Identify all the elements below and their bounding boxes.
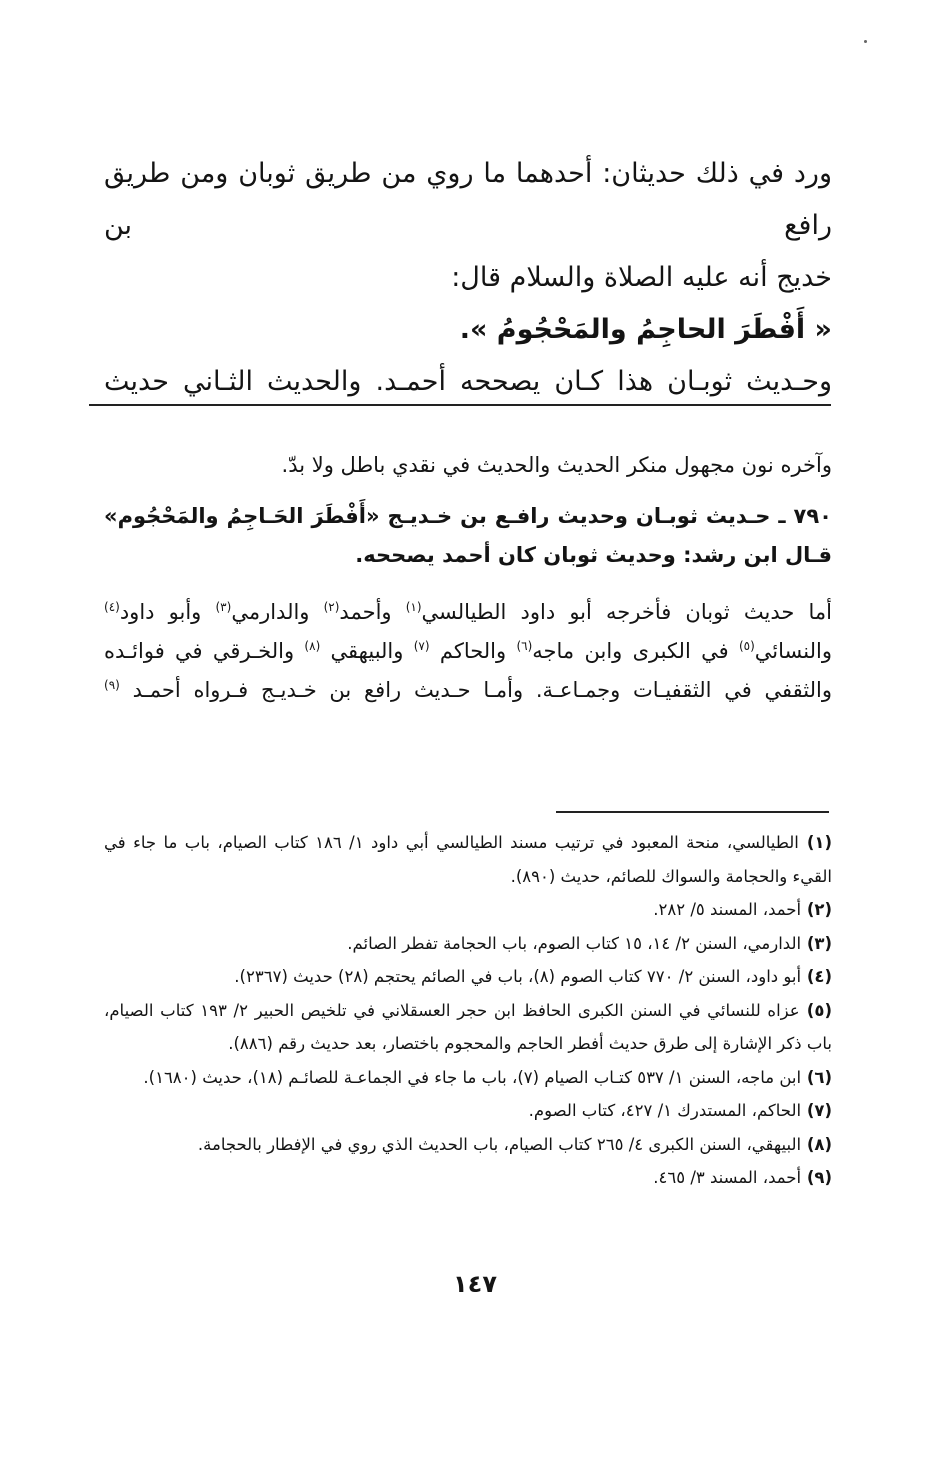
footnote-text: ابن ماجه، السنن ١/ ٥٣٧ كتـاب الصيام (٧)، باب ما جاء في الجماعـة للصائـم (١٨)، حديث (١٦٨٠). — [143, 1067, 802, 1087]
footnote — [104, 927, 832, 961]
paragraph-text: والدارمي — [231, 600, 324, 624]
footnote-number: (٥) — [799, 1000, 832, 1020]
paragraph-text: أما حديث ثوبان فأخرجه أبو داود الطيالسي — [421, 600, 833, 624]
footnote-text: عزاه للنسائي في السنن الكبرى الحافظ ابن حجر العسقلاني في تلخيص الحبير ٢/ ١٩٣ كتاب الصيام، باب ذكر الإشارة إلى طرق حديث أفطر الحاجم والمحجوم باختصار، بعد حديث رقم (٨٨٦). — [104, 1000, 832, 1053]
footnote — [104, 1161, 832, 1195]
footnote — [104, 1094, 832, 1128]
commentary-line-1: وآخره نون مجهول منكر الحديث والحديث في نقدي باطل ولا بدّ. — [281, 453, 832, 477]
paragraph-text: في الكبرى وابن ماجه — [532, 639, 739, 663]
footnote-ref: (٦) — [516, 639, 533, 653]
footnote — [104, 1128, 832, 1162]
hadith-heading: ٧٩٠ ـ حـديث ثوبـان وحديث رافـع بن خـديـج «أَفْطَرَ الحَـاجِمُ والمَحْجُوم» قـال ابن رشد: وحديث ثوبان كان أحمد يصححه. — [104, 504, 832, 567]
footnote-text: الطيالسي، منحة المعبود في ترتيب مسند الطيالسي أبي داود ١/ ١٨٦ كتاب الصيام، باب ما جاء في القيء والحجامة والسواك للصائم، حديث (٨٩٠). — [104, 833, 832, 886]
footnote-text: أبو داود، السنن ٢/ ٧٧٠ كتاب الصوم (٨)، باب في الصائم يحتجم (٢٨) حديث (٢٣٦٧). — [234, 967, 802, 986]
paragraph-text: والبيهقي — [320, 639, 414, 663]
paragraph-text: وأحمد — [339, 600, 406, 624]
main-line-2: خديج أنه عليه الصلاة والسلام قال: — [451, 262, 832, 293]
footnote-text: أحمد، المسند ٥/ ٢٨٢. — [653, 900, 802, 919]
footnote-number: (٧) — [801, 1101, 832, 1120]
footnote-divider — [556, 811, 829, 813]
footnote-number: (١) — [798, 833, 833, 852]
footnote-number: (٦) — [801, 1067, 832, 1087]
footnote-ref: (١) — [405, 600, 422, 614]
main-text-divider — [89, 404, 831, 406]
main-line-4: وحـديث ثوبـان هذا كـان يصححه أحمـد. والحديث الثـاني حديث — [104, 366, 832, 397]
footnote — [104, 994, 832, 1061]
footnote-number: (٣) — [801, 933, 832, 953]
footnote-number: (٨) — [801, 1134, 832, 1154]
paragraph-text: والحاكم — [429, 639, 517, 663]
footnote-ref: (٣) — [215, 600, 232, 614]
footnote-ref: (٨) — [304, 639, 321, 653]
footnote-text: البيهقي، السنن الكبرى ٤/ ٢٦٥ كتاب الصيام، باب الحديث الذي روي في الإفطار بالحجامة. — [197, 1134, 802, 1154]
footnote-number: (٤) — [801, 967, 832, 986]
footnote — [104, 1061, 832, 1095]
main-text — [104, 148, 832, 408]
footnote-text: الحاكم، المستدرك ١/ ٤٢٧، كتاب الصوم. — [528, 1101, 802, 1120]
paragraph-text: وأبو داود — [119, 600, 216, 624]
page-number: ١٤٧ — [453, 1270, 497, 1298]
takhrij-paragraph — [104, 593, 832, 710]
commentary — [104, 446, 832, 722]
footnote-ref: (٩) — [104, 678, 120, 692]
footnote-ref: (٥) — [738, 639, 755, 653]
footnote-ref: (٤) — [104, 600, 120, 614]
footnote-text: الدارمي، السنن ٢/ ١٤، ١٥ كتاب الصوم، باب الحجامة تفطر الصائم. — [347, 933, 802, 953]
footnote-number: (٩) — [801, 1168, 832, 1187]
footnote — [104, 826, 832, 893]
scan-speck — [864, 40, 867, 43]
footnotes — [104, 826, 832, 1195]
footnote-text: أحمد، المسند ٣/ ٤٦٥. — [653, 1168, 802, 1187]
footnote — [104, 893, 832, 927]
paragraph-text: والنسائي — [754, 639, 832, 663]
paragraph-text: والخـرقي في فوائـده والثقفي في الثقفيـات وجمـاعـة. وأمـا حـديث رافع بن خـديـج فـرواه أحمـد — [104, 639, 832, 702]
footnote — [104, 960, 832, 994]
footnote-ref: (٢) — [323, 600, 340, 614]
hadith-quote: « أَفْطَرَ الحاجِمُ والمَحْجُومُ ». — [459, 314, 832, 345]
footnote-ref: (٧) — [413, 639, 430, 653]
footnote-number: (٢) — [801, 900, 832, 919]
main-line-1: ورد في ذلك حديثان: أحدهما ما روي من طريق ثوبان ومن طريق رافع بن — [104, 158, 832, 241]
